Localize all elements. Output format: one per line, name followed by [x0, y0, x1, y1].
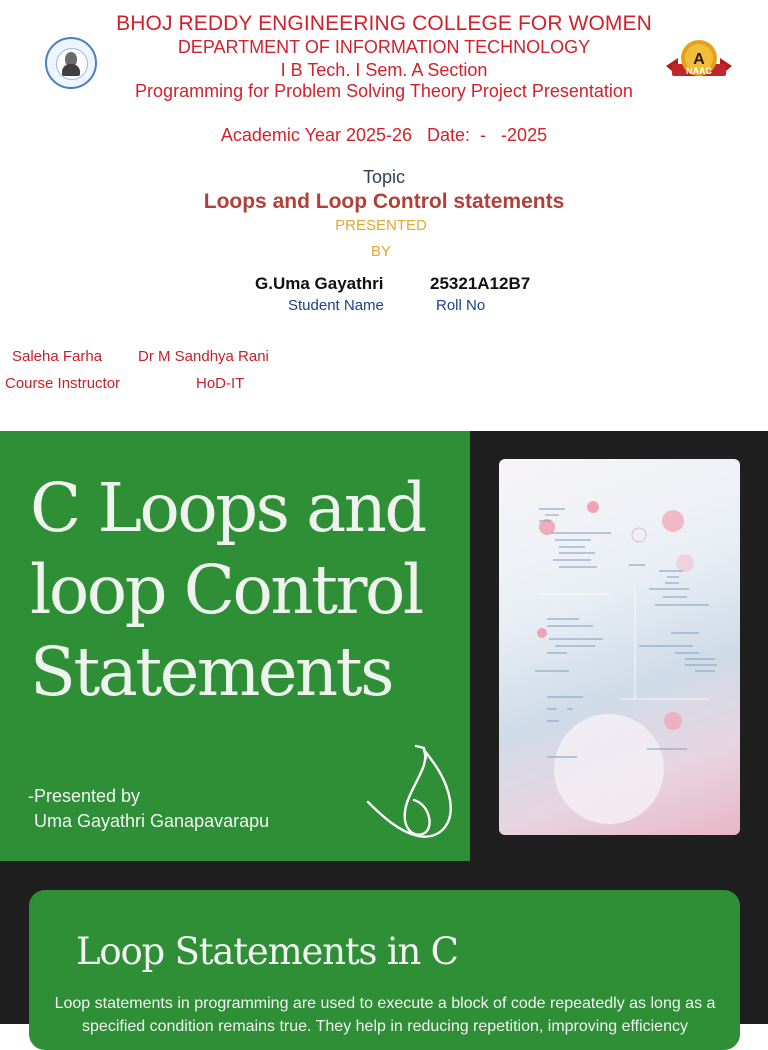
student-name-label: Student Name: [288, 297, 384, 314]
instructor-role: Course Instructor: [5, 375, 121, 392]
department-name: DEPARTMENT OF INFORMATION TECHNOLOGY: [177, 37, 591, 57]
program-line: I B Tech. I Sem. A Section: [280, 60, 488, 80]
title-panel: [0, 431, 470, 861]
topic-label: Topic: [362, 167, 406, 187]
title-page: [0, 0, 768, 431]
curl-arrow-icon: [360, 736, 460, 846]
presenter-name: Uma Gayathri Ganapavarapu: [34, 811, 270, 831]
presented-by-label: -Presented by: [28, 786, 141, 806]
slide-title: [30, 467, 450, 713]
code-illustration: [499, 459, 740, 835]
instructor-name: Saleha Farha: [12, 348, 103, 365]
hod-name: Dr M Sandhya Rani: [138, 348, 269, 365]
academic-year-line: Academic Year 2025-26 Date: - -2025: [220, 125, 548, 145]
presented-label: PRESENTED: [335, 217, 427, 234]
student-name: G.Uma Gayathri: [255, 274, 384, 293]
loop-statements-card: [29, 890, 740, 1050]
naac-grade: A: [693, 51, 705, 68]
hod-role: HoD-IT: [196, 375, 245, 392]
topic-title: Loops and Loop Control statements: [203, 190, 565, 213]
by-label: BY: [370, 243, 391, 260]
title-line-1: C Loops and: [30, 469, 425, 547]
roll-number: 25321A12B7: [430, 274, 531, 293]
college-name: BHOJ REDDY ENGINEERING COLLEGE FOR WOMEN: [116, 12, 652, 35]
title-line-3: Statements: [30, 633, 392, 711]
naac-label: NAAC: [686, 66, 712, 76]
loop-statements-slide: [0, 865, 768, 1035]
roll-number-label: Roll No: [436, 297, 486, 314]
title-line-2: loop Control: [30, 551, 422, 629]
intro-slide: [0, 431, 768, 865]
loop-statements-heading: Loop Statements in C: [76, 930, 458, 973]
loop-statements-body: Loop statements in programming are used to execute a block of code repeatedly as long as a specified condition remains true. They help in reducing repetition, improving efficiency: [54, 995, 716, 1035]
course-line: Programming for Problem Solving Theory Project Presentation: [135, 81, 633, 101]
